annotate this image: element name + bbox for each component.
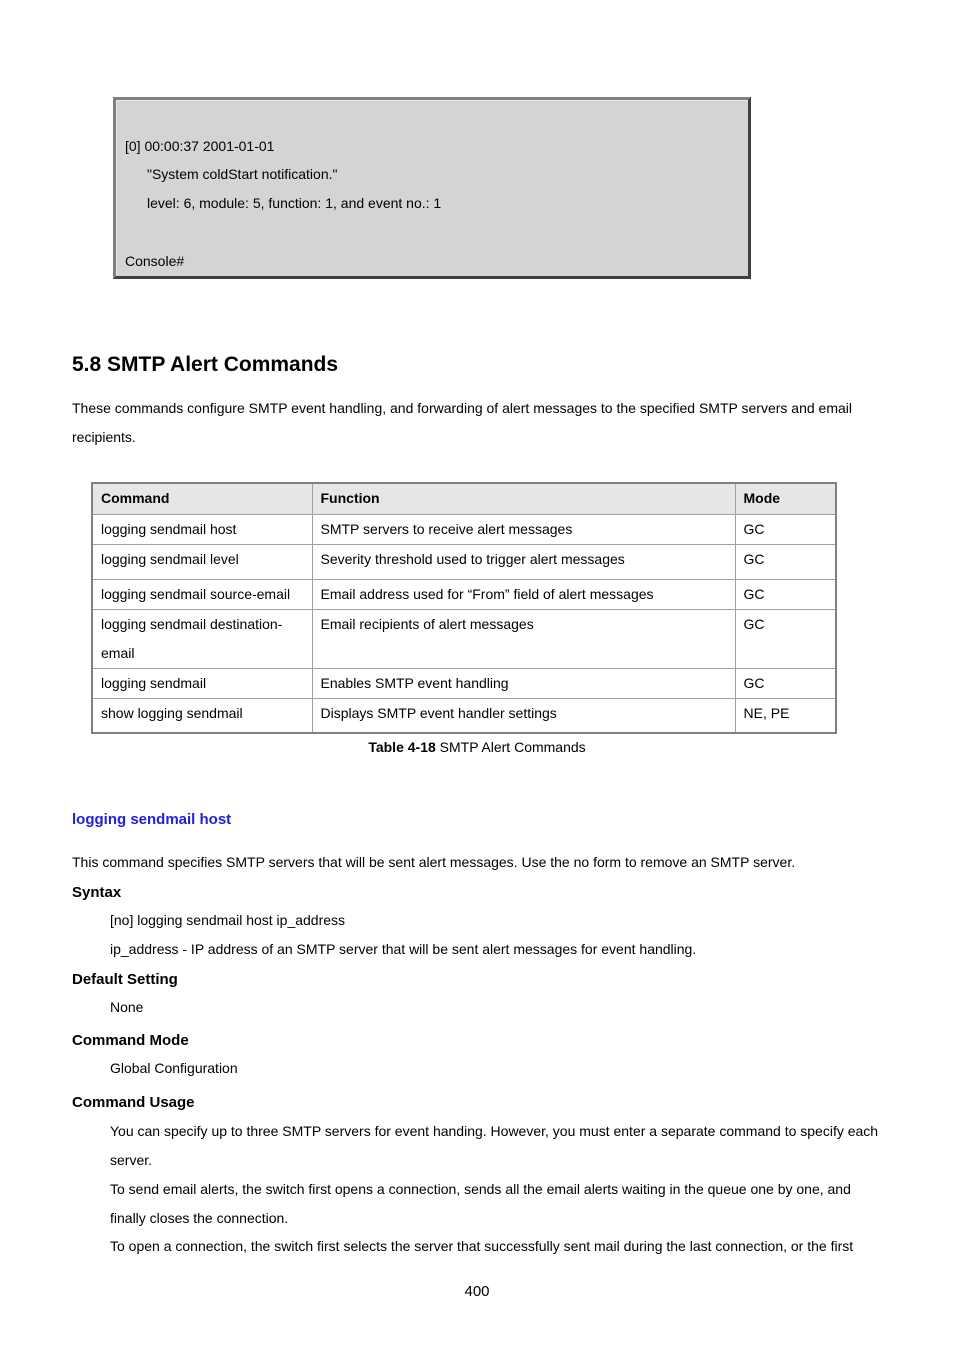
cell-command: logging sendmail destination-email (92, 610, 312, 669)
cell-function: Email recipients of alert messages (312, 610, 735, 669)
console-line: [0] 00:00:37 2001-01-01 (125, 138, 275, 154)
default-setting-value: None (110, 999, 144, 1015)
cell-function: Email address used for “From” field of alert messages (312, 580, 735, 610)
cell-function: Enables SMTP event handling (312, 669, 735, 699)
cell-command: logging sendmail (92, 669, 312, 699)
command-usage-heading: Command Usage (72, 1094, 195, 1111)
syntax-heading: Syntax (72, 884, 122, 901)
table-row (92, 699, 836, 733)
usage-paragraph: To open a connection, the switch first selects the server that successfully sent mail during the last connection, or the first (110, 1238, 854, 1254)
cell-function: SMTP servers to receive alert messages (312, 515, 735, 545)
command-mode-value: Global Configuration (110, 1060, 238, 1076)
table-row (92, 669, 836, 699)
table-header-row (92, 483, 836, 515)
cell-mode: GC (735, 669, 836, 699)
cell-mode: NE, PE (735, 699, 836, 733)
cell-command: logging sendmail source-email (92, 580, 312, 610)
table-caption-label: Table 4-18 (368, 739, 436, 755)
table-caption-text: SMTP Alert Commands (435, 739, 586, 755)
command-mode-heading: Command Mode (72, 1032, 189, 1049)
console-line: "System coldStart notification." (147, 166, 338, 182)
command-name-heading: logging sendmail host (72, 811, 232, 828)
cell-mode: GC (735, 610, 836, 669)
cell-command: logging sendmail host (92, 515, 312, 545)
page-number: 400 (464, 1283, 490, 1300)
command-description: This command specifies SMTP servers that will be sent alert messages. Use the no form to remove an SMTP server. (72, 854, 796, 870)
usage-paragraph: You can specify up to three SMTP servers for event handing. However, you must enter a separate command to specify each server. (110, 1123, 879, 1168)
cell-function: Severity threshold used to trigger alert messages (312, 545, 735, 580)
default-setting-heading: Default Setting (72, 971, 178, 988)
column-header-command: Command (92, 483, 312, 515)
cell-mode: GC (735, 515, 836, 545)
console-line: level: 6, module: 5, function: 1, and event no.: 1 (147, 195, 442, 211)
table-row (92, 580, 836, 610)
cell-command: logging sendmail level (92, 545, 312, 580)
table-row (92, 610, 836, 669)
column-header-function: Function (312, 483, 735, 515)
section-intro: These commands configure SMTP event handling, and forwarding of alert messages to the specified SMTP servers and email recipients. (72, 400, 852, 445)
cell-command: show logging sendmail (92, 699, 312, 733)
usage-paragraph: To send email alerts, the switch first opens a connection, sends all the email alerts waiting in the queue one by one, and finally closes the connection. (110, 1181, 851, 1226)
console-prompt: Console# (125, 253, 185, 269)
table-row (92, 515, 836, 545)
syntax-text: [no] logging sendmail host ip_address (110, 912, 346, 928)
table-row (92, 545, 836, 580)
cell-mode: GC (735, 545, 836, 580)
cell-mode: GC (735, 580, 836, 610)
table-caption (0, 739, 954, 755)
section-title: 5.8 SMTP Alert Commands (72, 353, 339, 376)
syntax-parameter: ip_address - IP address of an SMTP server that will be sent alert messages for event handling. (110, 941, 697, 957)
cell-function: Displays SMTP event handler settings (312, 699, 735, 733)
column-header-mode: Mode (735, 483, 836, 515)
console-output-box (113, 97, 751, 279)
commands-table (91, 482, 837, 734)
